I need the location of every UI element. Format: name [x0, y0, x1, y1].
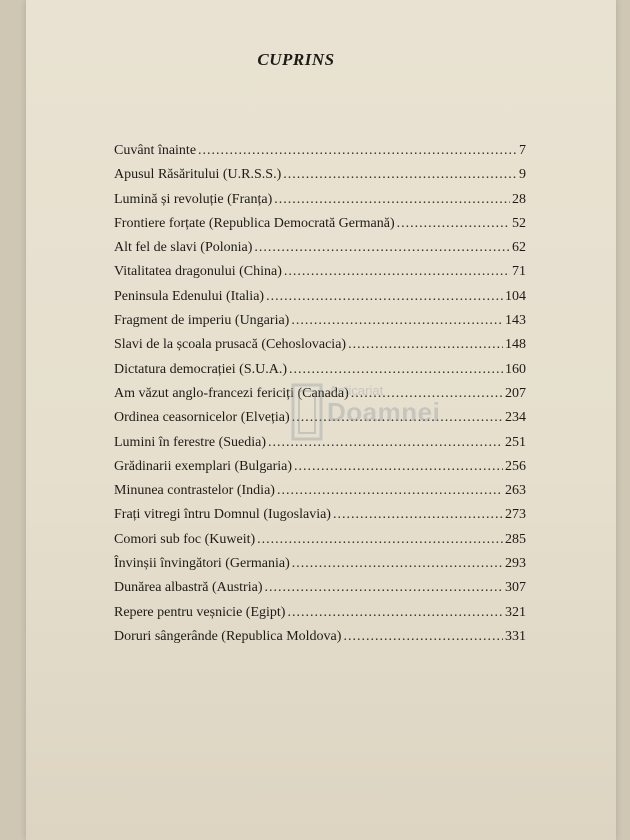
toc-entry-page-number: 71 [512, 264, 526, 280]
toc-entry [114, 215, 526, 239]
toc-dot-leader [289, 361, 503, 379]
toc-entry-page-number: 263 [505, 483, 526, 499]
toc-entry-page-number: 285 [505, 531, 526, 547]
toc-entry [114, 361, 526, 385]
toc-dot-leader [343, 628, 503, 646]
toc-entry-page-number: 256 [505, 458, 526, 474]
toc-entry-title: Lumină și revoluție (Franța) [114, 191, 273, 207]
toc-entry-page-number: 321 [505, 604, 526, 620]
toc-entry-title: Peninsula Edenului (Italia) [114, 288, 265, 304]
toc-entry-page-number: 293 [505, 556, 526, 572]
toc-entry-title: Lumini în ferestre (Suedia) [114, 434, 267, 450]
toc-entry-title: Fragment de imperiu (Ungaria) [114, 313, 290, 329]
toc-entry-page-number: 28 [512, 191, 526, 207]
toc-entry [114, 191, 526, 215]
toc-dot-leader [264, 579, 503, 597]
toc-entry [114, 288, 526, 312]
toc-entry-page-number: 273 [505, 507, 526, 523]
toc-entry-title: Cuvânt înainte [114, 143, 197, 158]
page-title: CUPRINS [257, 50, 335, 69]
toc-entry-page-number: 9 [519, 167, 526, 183]
toc-entry-page-number: 251 [505, 434, 526, 450]
toc-dot-leader [333, 506, 503, 524]
watermark [291, 383, 441, 463]
toc-entry-title: Apusul Răsăritului (U.R.S.S.) [114, 167, 282, 183]
toc-dot-leader [291, 312, 503, 330]
toc-entry [114, 336, 526, 360]
toc-entry-page-number: 234 [505, 410, 526, 426]
toc-entry [114, 604, 526, 628]
toc-dot-leader [348, 336, 503, 354]
toc-entry-title: Repere pentru veșnicie (Egipt) [114, 604, 286, 620]
toc-dot-leader [287, 604, 503, 622]
toc-entry-title: Dictatura democrației (S.U.A.) [114, 361, 287, 377]
toc-entry [114, 628, 526, 652]
toc-entry-page-number: 307 [505, 580, 526, 596]
toc-entry-title: Am văzut anglo-francezi fericiți (Canada) [114, 385, 349, 401]
toc-dot-leader [277, 482, 503, 500]
toc-dot-leader [397, 215, 510, 233]
toc-dot-leader [266, 288, 503, 306]
toc-dot-leader [292, 555, 503, 573]
toc-dot-leader [274, 191, 510, 209]
toc-dot-leader [257, 531, 503, 549]
watermark-main-text: Doamnei [327, 397, 441, 427]
toc-entry [114, 142, 526, 166]
toc-entry [114, 482, 526, 506]
toc-entry-title: Alt fel de slavi (Polonia) [114, 240, 253, 256]
toc-entry-page-number: 143 [505, 313, 526, 329]
toc-entry-page-number: 148 [505, 337, 526, 353]
toc-entry-title: Dunărea albastră (Austria) [114, 580, 263, 596]
toc-entry [114, 531, 526, 555]
toc-entry-title: Slavi de la școala prusacă (Cehoslovacia) [114, 337, 347, 353]
toc-entry-title: Grădinarii exemplari (Bulgaria) [114, 458, 293, 474]
toc-entry [114, 239, 526, 263]
toc-entry [114, 506, 526, 530]
toc-entry-title: Frați vitregi întru Domnul (Iugoslavia) [114, 507, 331, 523]
toc-entry-title: Învinșii învingători (Germania) [114, 556, 290, 572]
book-page [26, 0, 616, 840]
toc-dot-leader [283, 166, 517, 184]
toc-dot-leader [198, 142, 517, 160]
toc-entry-title: Comori sub foc (Kuweit) [114, 531, 256, 547]
toc-entry [114, 263, 526, 287]
toc-dot-leader [254, 239, 510, 257]
toc-entry-title: Minunea contrastelor (India) [114, 483, 275, 499]
book-logo-icon [291, 383, 325, 441]
toc-entry-page-number: 104 [505, 288, 526, 304]
toc-entry [114, 166, 526, 190]
toc-entry-page-number: 160 [505, 361, 526, 377]
toc-entry-title: Frontiere forțate (Republica Democrată Germană) [114, 215, 395, 231]
toc-entry [114, 579, 526, 603]
toc-entry-page-number: 7 [519, 143, 526, 158]
toc-entry-page-number: 62 [512, 240, 526, 256]
toc-entry [114, 555, 526, 579]
toc-entry-page-number: 207 [505, 385, 526, 401]
toc-entry-title: Doruri sângerânde (Republica Moldova) [114, 628, 342, 644]
toc-entry-title: Ordinea ceasornicelor (Elveția) [114, 410, 290, 426]
toc-entry-page-number: 52 [512, 215, 526, 231]
watermark-top-text: Anticariat [329, 383, 384, 398]
toc-entry-page-number: 331 [505, 628, 526, 644]
toc-entry-title: Vitalitatea dragonului (China) [114, 264, 282, 280]
toc-dot-leader [284, 263, 510, 281]
toc-entry [114, 312, 526, 336]
